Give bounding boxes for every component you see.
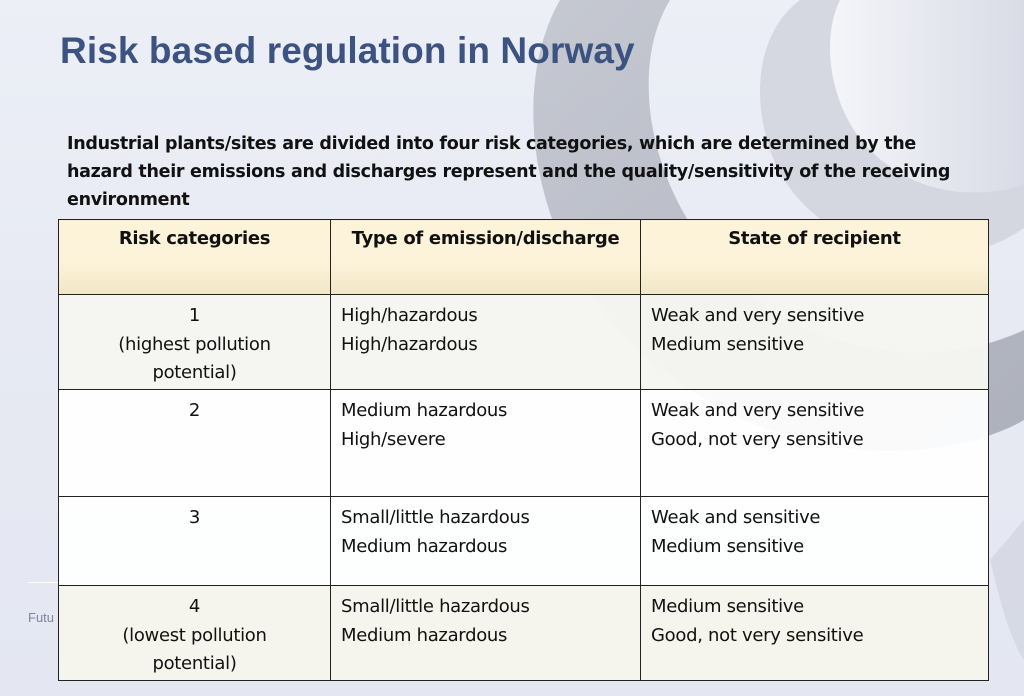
- recipient-state-cell: [641, 390, 989, 497]
- table-row: [59, 497, 989, 586]
- emission-type-cell: [331, 497, 641, 586]
- emission-line: High/hazardous: [341, 333, 478, 355]
- emission-type-cell: [331, 390, 641, 497]
- category-number: 4: [188, 596, 201, 617]
- recipient-line: Medium sensitive: [651, 333, 804, 355]
- recipient-line: Medium sensitive: [651, 535, 804, 557]
- recipient-line: Weak and very sensitive: [651, 305, 865, 326]
- risk-category-cell: [59, 586, 331, 681]
- risk-category-cell: [59, 390, 331, 497]
- emission-line: Small/little hazardous: [341, 507, 530, 528]
- header-risk-categories: Risk categories: [59, 220, 331, 295]
- recipient-line: Good, not very sensitive: [651, 428, 864, 450]
- emission-type-cell: [331, 586, 641, 681]
- category-note: (lowest pollution potential): [122, 624, 267, 674]
- emission-line: High/hazardous: [341, 305, 478, 326]
- emission-line: Small/little hazardous: [341, 596, 530, 617]
- category-number: 2: [188, 400, 201, 421]
- intro-paragraph: Industrial plants/sites are divided into four risk categories, which are determined by the hazard their emissions and discharges represent and the quality/sensitivity of the receiving environment: [67, 134, 951, 210]
- footer-text: Futu: [28, 610, 55, 625]
- table-row: [59, 295, 989, 390]
- recipient-line: Good, not very sensitive: [651, 624, 864, 646]
- table-row: [59, 586, 989, 681]
- header-state-of-recipient: State of recipient: [641, 220, 989, 295]
- risk-category-cell: [59, 295, 331, 390]
- recipient-state-cell: [641, 497, 989, 586]
- recipient-line: Medium sensitive: [651, 596, 804, 617]
- table-row: [59, 390, 989, 497]
- category-number: 1: [188, 305, 201, 326]
- emission-line: Medium hazardous: [341, 535, 508, 557]
- risk-category-cell: [59, 497, 331, 586]
- recipient-state-cell: [641, 295, 989, 390]
- recipient-state-cell: [641, 586, 989, 681]
- page-title: Risk based regulation in Norway: [60, 30, 635, 71]
- emission-line: High/severe: [341, 428, 446, 450]
- category-note: (highest pollution potential): [118, 333, 271, 383]
- category-number: 3: [188, 507, 201, 528]
- header-emission-type: Type of emission/discharge: [331, 220, 641, 295]
- table-header-row: [59, 220, 989, 295]
- recipient-line: Weak and sensitive: [651, 507, 821, 528]
- emission-line: Medium hazardous: [341, 400, 508, 421]
- recipient-line: Weak and very sensitive: [651, 400, 865, 421]
- risk-categories-table: [58, 219, 989, 681]
- emission-type-cell: [331, 295, 641, 390]
- emission-line: Medium hazardous: [341, 624, 508, 646]
